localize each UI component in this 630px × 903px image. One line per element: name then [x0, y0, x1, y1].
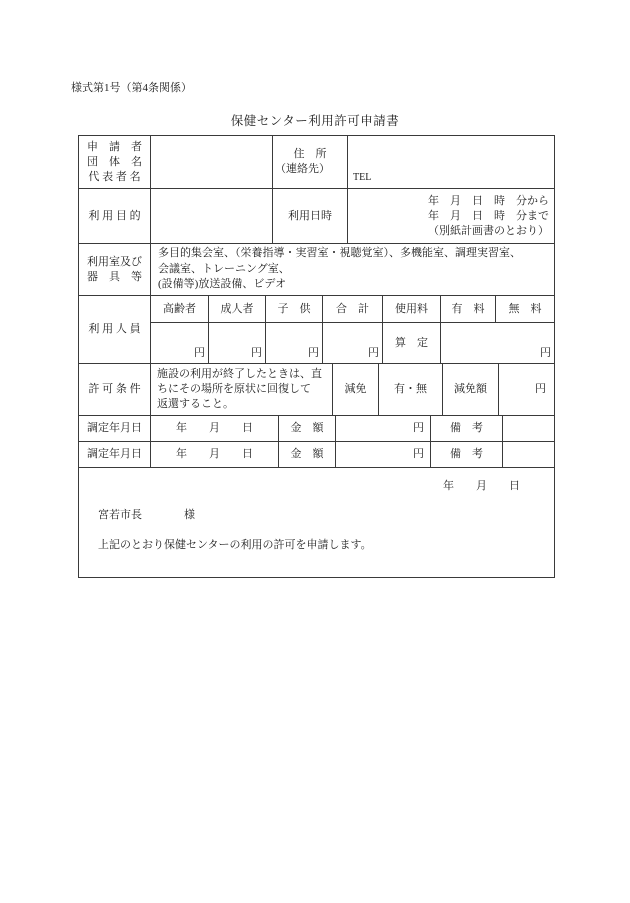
usage-datetime-cell: 年 月 日 時 分から 年 月 日 時 分まで （別紙計画書のとおり） [428, 194, 549, 237]
amount-label: 金 額 [279, 416, 336, 441]
assessment-date-cell: 年 月 日 [151, 416, 279, 441]
total-yen-cell: 円 [323, 323, 383, 363]
conditions-text: 施設の利用が終了したときは、直 ちにその場所を原状に回復して 返還すること。 [151, 364, 333, 415]
reduction-yen-cell: 円 [535, 383, 546, 395]
note-label: 備 考 [431, 416, 503, 441]
fee-calc-label: 算 定 [383, 323, 441, 363]
col-free: 無 料 [508, 302, 542, 315]
attendance-row [79, 296, 554, 364]
conditions-label: 許 可 条 件 [79, 364, 151, 415]
tel-label: TEL [353, 172, 372, 183]
note-value-cell [503, 442, 554, 467]
address-contact-label: （連絡先） [275, 163, 330, 175]
note-value-cell [503, 416, 554, 441]
applicant-label: 申 請 者 団 体 名 代 表 者 名 [79, 136, 151, 188]
addressee-line [79, 508, 554, 523]
rooms-row [79, 244, 554, 296]
document-title: 保健センター利用許可申請書 [230, 114, 400, 128]
col-fee: 使用料 [383, 296, 441, 322]
usage-datetime-label: 利用日時 [273, 189, 348, 243]
purpose-row [79, 189, 554, 244]
address-value-cell [348, 136, 554, 188]
form-number: 様式第1号（第4条関係） [71, 82, 192, 94]
adult-yen-cell: 円 [209, 323, 266, 363]
attendance-header-row [151, 296, 554, 323]
col-total: 合 計 [323, 296, 383, 322]
fee-yen-cell: 円 [540, 347, 551, 359]
assessment-date-label: 調定年月日 [79, 442, 151, 467]
child-yen-cell: 円 [266, 323, 323, 363]
attendance-grid [151, 296, 554, 363]
applicant-row [79, 136, 554, 189]
attendance-value-row [151, 323, 554, 363]
reduction-options: 有・無 [379, 364, 443, 415]
col-elderly: 高齢者 [151, 296, 209, 322]
assessment-date-label: 調定年月日 [79, 416, 151, 441]
reduction-amount-label: 減免額 [443, 364, 499, 415]
assessment-row [79, 442, 554, 468]
reduction-label: 減免 [333, 364, 379, 415]
application-form-table [78, 135, 555, 578]
conditions-row [79, 364, 554, 416]
amount-label: 金 額 [279, 442, 336, 467]
rooms-list: 多目的集会室、（栄養指導・実習室・視聴覚室）、多機能室、調理実習室、 会議室、トレーニング室、 (設備等)放送設備、ビデオ [158, 247, 521, 291]
addressee: 宮若市長 [98, 509, 142, 521]
address-label: 住 所 [293, 148, 327, 160]
rooms-label: 利用室及び 器 具 等 [79, 244, 151, 295]
amount-yen-cell: 円 [336, 442, 431, 467]
attendance-label: 利 用 人 員 [79, 296, 151, 363]
purpose-value-cell [151, 189, 273, 243]
honorific: 様 [184, 509, 195, 521]
note-label: 備 考 [431, 442, 503, 467]
assessment-row [79, 416, 554, 442]
applicant-name-cell [151, 136, 273, 188]
elderly-yen-cell: 円 [151, 323, 209, 363]
address-label-cell [273, 136, 348, 188]
col-adult: 成人者 [209, 296, 266, 322]
assessment-date-cell: 年 月 日 [151, 442, 279, 467]
col-paid: 有 料 [441, 296, 496, 322]
declaration-section [79, 479, 554, 577]
amount-yen-cell: 円 [336, 416, 431, 441]
purpose-label: 利 用 目 的 [79, 189, 151, 243]
col-child: 子 供 [266, 296, 323, 322]
declaration-date: 年 月 日 [443, 480, 520, 492]
declaration-statement: 上記のとおり保健センターの利用の許可を申請します。 [98, 539, 372, 551]
